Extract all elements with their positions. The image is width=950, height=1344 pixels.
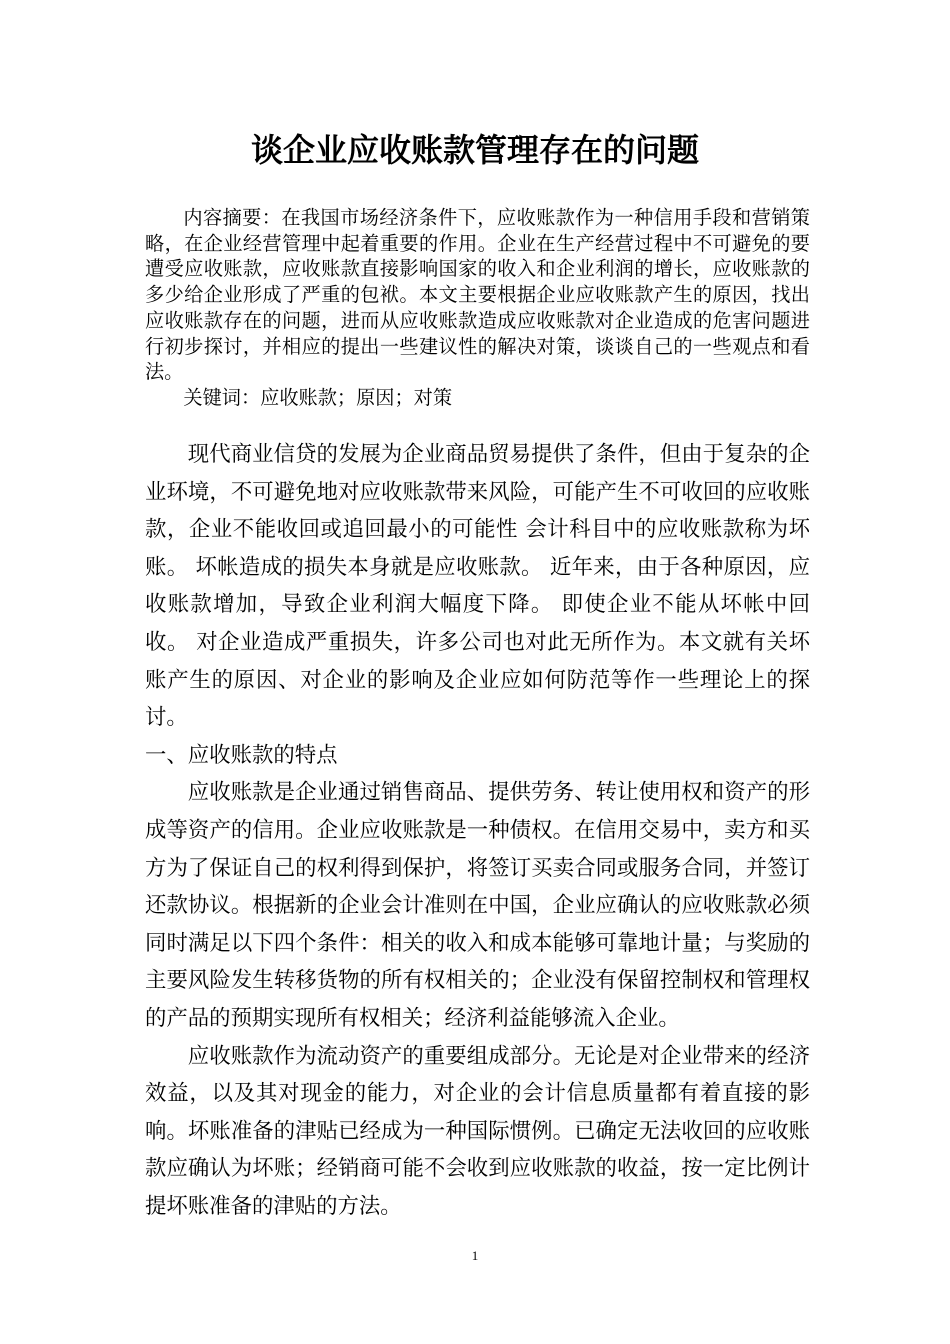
section-1-paragraph-1: 应收账款是企业通过销售商品、提供劳务、转让使用权和资产的形成等资产的信用。企业应收账款是一种债权。在信用交易中，卖方和买方为了保证自己的权利得到保护，将签订买卖合同或服务合同，并签订还款协议。根据新的企业会计准则在中国，企业应确认的应收账款必须同时满足以下四个条件：相关的收入和成本能够可靠地计量；与奖励的主要风险发生转移货物的所有权相关的；企业没有保留控制权和管理权的产品的预期实现所有权相关；经济利益能够流入企业。 [145,780,810,1031]
abstract-keywords: 关键词：应收账款；原因；对策 [183,385,453,409]
intro-paragraph: 现代商业信贷的发展为企业商品贸易提供了条件，但由于复杂的企业环境，不可避免地对应收账款带来风险，可能产生不可收回的应收账款，企业不能收回或追回最小的可能性 会计科目中的应收账款称为坏账。 坏帐造成的损失本身就是应收账款。 近年来，由于各种原因，应收账款增加，导致企业利润大幅度下降。 即使企业不能从坏帐中回收。 对企业造成严重损失，许多公司也对此无所作为。本文就有关坏账产生的原因、对企业的影响及企业应如何防范等作一些理论上的探讨。 [145,442,810,731]
section-1-paragraph-2: 应收账款作为流动资产的重要组成部分。无论是对企业带来的经济效益，以及其对现金的能力，对企业的会计信息质量都有着直接的影响。坏账准备的津贴已经成为一种国际惯例。已确定无法收回的应收账款应确认为坏账；经销商可能不会收到应收账款的收益，按一定比例计提坏账准备的津贴的方法。 [145,1043,810,1219]
abstract-summary: 内容摘要：在我国市场经济条件下，应收账款作为一种信用手段和营销策略，在企业经营管理中起着重要的作用。企业在生产经营过程中不可避免的要遭受应收账款，应收账款直接影响国家的收入和企业利润的增长，应收账款的多少给企业形成了严重的包袱。本文主要根据企业应收账款产生的原因，找出应收账款存在的问题，进而从应收账款造成应收账款对企业造成的危害问题进行初步探讨，并相应的提出一些建议性的解决对策，谈谈自己的一些观点和看法。 [145,206,810,384]
abstract-block [145,205,810,411]
document-title: 谈企业应收账款管理存在的问题 [250,131,699,169]
section-heading-1: 一、应收账款的特点 [145,742,338,768]
page-number: 1 [471,1248,479,1263]
document-body [145,436,810,1225]
